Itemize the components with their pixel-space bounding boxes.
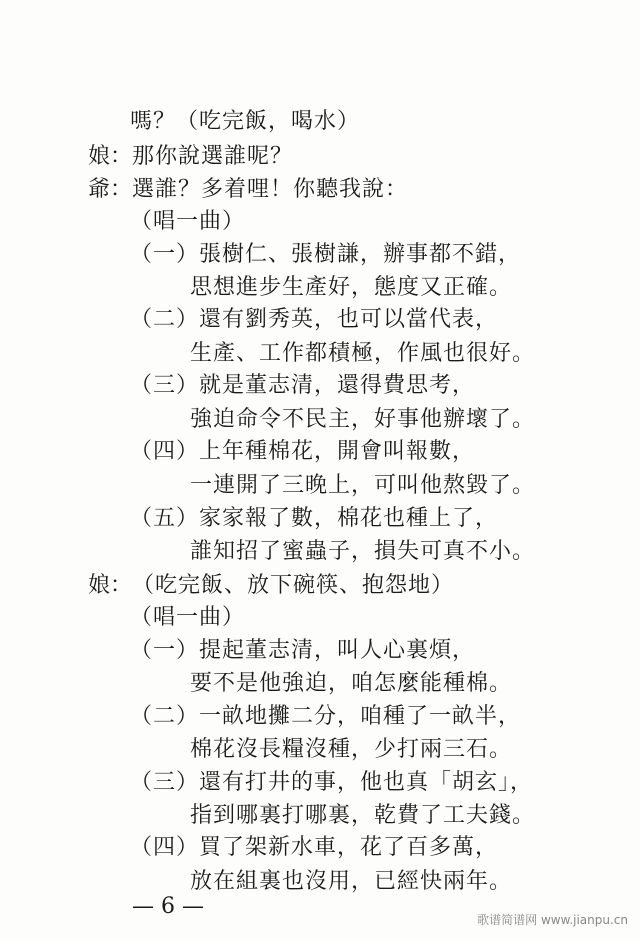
text-line: 強迫命令不民主，好事他辦壞了。	[190, 407, 536, 432]
speaker-label: 爺：	[88, 177, 133, 202]
speaker-label: 娘：	[88, 144, 133, 169]
text-line: （二）一畝地攤二分，咱種了一畝半，	[130, 704, 522, 729]
text-line: 要不是他強迫，咱怎麼能種棉。	[190, 671, 513, 696]
text-line: 一連開了三晚上，可叫他熬毀了。	[190, 473, 536, 498]
watermark: 歌谱简谱网 www.jianpu.cn	[477, 913, 628, 927]
text-line: 生產、工作都積極，作風也很好。	[190, 341, 536, 366]
text-line: 指到哪裏打哪裏，乾費了工夫錢。	[190, 803, 536, 828]
text-line: （二）還有劉秀英，也可以當代表，	[130, 307, 499, 332]
text-line: 那你說選誰呢？	[132, 144, 294, 169]
page-number: — 6 —	[132, 894, 204, 919]
text-line: （一）張樹仁、張樹謙，辦事都不錯，	[130, 242, 522, 267]
text-line: （唱一曲）	[130, 605, 246, 630]
text-line: （唱一曲）	[130, 209, 246, 234]
text-line: 放在組裏也沒用，已經快兩年。	[190, 869, 513, 894]
text-line: （五）家家報了數，棉花也種上了，	[130, 506, 499, 531]
text-line: 選誰？多着哩！你聽我說：	[132, 177, 409, 202]
text-line: 嗎？（吃完飯，喝水）	[130, 109, 361, 134]
text-line: 棉花沒長糧沒種，少打兩三石。	[190, 737, 513, 762]
text-line: （四）上年種棉花，開會叫報數，	[130, 439, 476, 464]
text-line: （吃完飯、放下碗筷、抱怨地）	[132, 573, 455, 598]
text-line: （四）買了架新水車，花了百多萬，	[130, 835, 499, 860]
text-line: 誰知招了蜜蟲子，損失可真不小。	[190, 539, 536, 564]
text-line: 思想進步生產好，態度又正確。	[190, 275, 513, 300]
text-line: （三）還有打井的事，他也真「胡玄」，	[130, 770, 534, 795]
text-line: （一）提起董志清，叫人心裏煩，	[130, 638, 476, 663]
speaker-label: 娘：	[88, 573, 133, 598]
text-line: （三）就是董志清，還得費思考，	[130, 373, 476, 398]
